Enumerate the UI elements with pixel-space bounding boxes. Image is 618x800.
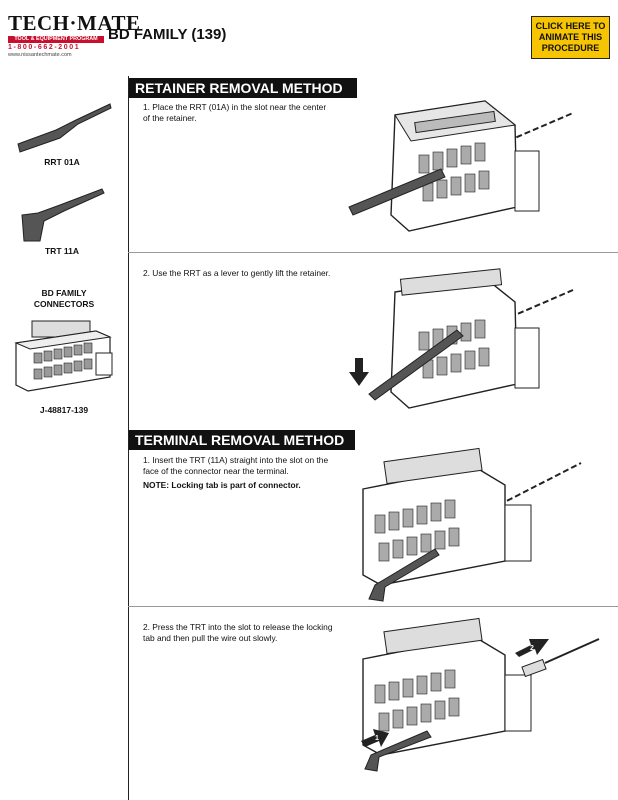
rrt-01a-tool-icon — [16, 100, 112, 156]
terminal-step-divider — [128, 606, 618, 607]
trt-11a-label: TRT 11A — [44, 246, 79, 256]
terminal-step-1 — [143, 455, 333, 491]
retainer-step-2: 2. Use the RRT as a lever to gently lift the retainer. — [143, 268, 331, 278]
part-number: J-48817-139 — [39, 405, 89, 415]
family-label-line2: CONNECTORS — [33, 299, 95, 309]
retainer-step-1: 1. Place the RRT (01A) in the slot near the center of the retainer. — [143, 102, 327, 123]
logo-program-banner: TOOL & EQUIPMENT PROGRAM — [8, 36, 104, 43]
family-label-line1: BD FAMILY — [41, 288, 87, 298]
logo-phone: 1-800-662-2001 — [8, 44, 81, 51]
rrt-01a-label: RRT 01A — [44, 157, 80, 167]
terminal-step-2: 2. Press the TRT into the slot to release the locking tab and then pull the wire out slowly. — [143, 622, 333, 643]
terminal-heading: TERMINAL REMOVAL METHOD — [129, 430, 355, 450]
terminal-step-2-figure — [355, 615, 605, 775]
terminal-step-1-figure — [355, 445, 587, 605]
bd-connector-thumbnail — [10, 315, 118, 395]
animate-procedure-button[interactable]: CLICK HERE TO ANIMATE THIS PROCEDURE — [531, 16, 610, 59]
retainer-step-2-figure — [345, 262, 577, 420]
arrow-1-label: 1 — [375, 735, 379, 742]
logo-wordmark: TECH·MATE — [8, 11, 141, 35]
retainer-step-divider — [128, 252, 618, 253]
logo-website: www.nissantechmate.com — [8, 52, 72, 58]
terminal-step-1-text: 1. Insert the TRT (11A) straight into the slot on the face of the connector near the terminal. — [143, 455, 329, 476]
down-arrow-icon — [349, 358, 369, 386]
arrow-2-label: 2 — [530, 645, 534, 652]
trt-11a-tool-icon — [20, 185, 106, 243]
retainer-step-1-figure — [345, 95, 577, 245]
retainer-heading: RETAINER REMOVAL METHOD — [129, 78, 357, 98]
terminal-step-1-note: NOTE: Locking tab is part of connector. — [143, 480, 301, 490]
page-title: BD FAMILY (139) — [108, 26, 227, 43]
